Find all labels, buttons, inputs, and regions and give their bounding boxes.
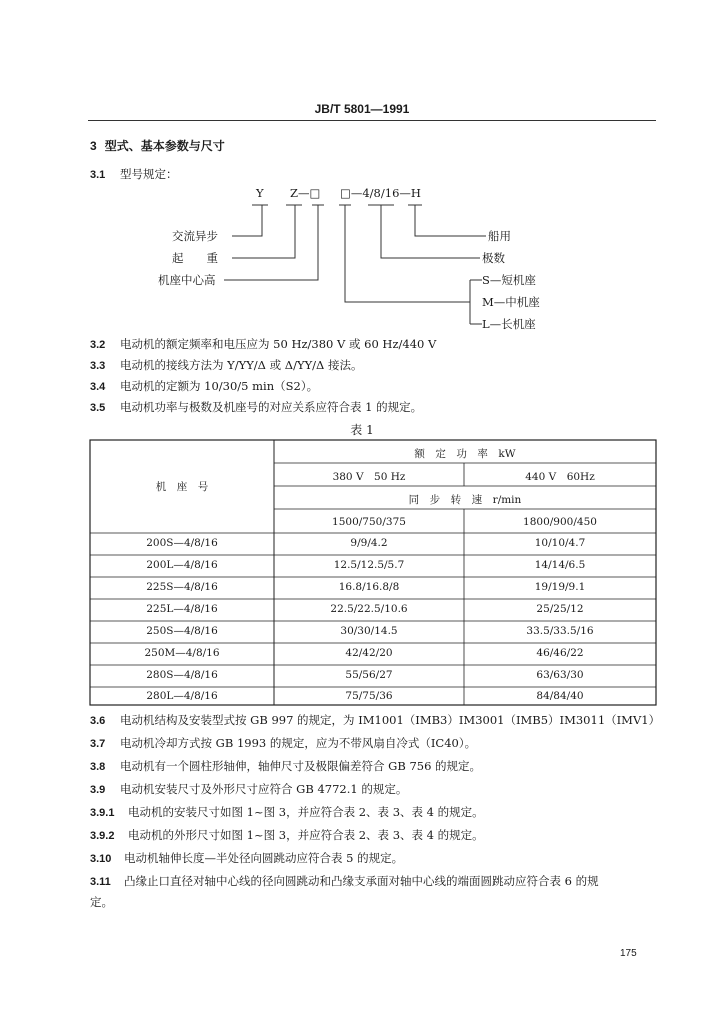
power-440-cell: 19/19/9.1 — [534, 581, 586, 593]
paragraph-number: 3.9.2 — [90, 830, 115, 842]
power-380-cell: 55/56/27 — [345, 669, 393, 681]
frame-cell: 280L—4/8/16 — [146, 690, 218, 702]
power-380-cell: 42/42/20 — [345, 647, 393, 659]
paragraph-3-11 — [90, 873, 599, 889]
header-frame: 机 座 号 — [155, 481, 209, 493]
header-speed: 同 步 转 速 r/min — [408, 494, 522, 506]
paragraph-number: 3.7 — [90, 738, 106, 750]
paragraph-number: 3.8 — [90, 761, 106, 773]
paragraph-number: 3.11 — [90, 876, 111, 888]
paragraph-number: 3.5 — [90, 402, 106, 414]
page-number: 175 — [620, 948, 637, 959]
power-380-cell: 9/9/4.2 — [350, 537, 388, 549]
power-380-cell: 30/30/14.5 — [340, 625, 398, 637]
header-380v: 380 V 50 Hz — [332, 471, 406, 483]
paragraph-text: 电动机轴伸长度—半处径向圆跳动应符合表 5 的规定。 — [124, 851, 404, 865]
label-medium-frame: M—中机座 — [482, 295, 540, 309]
paragraph-text: 电动机有一个圆柱形轴伸，轴伸尺寸及极限偏差符合 GB 756 的规定。 — [120, 759, 482, 773]
paragraph-3-6 — [90, 712, 660, 728]
power-380-cell: 12.5/12.5/5.7 — [333, 559, 405, 571]
paragraph-number: 3.4 — [90, 381, 106, 393]
label-short-frame: S—短机座 — [482, 273, 536, 287]
paragraph-text: 电动机功率与极数及机座号的对应关系应符合表 1 的规定。 — [120, 400, 423, 414]
power-380-cell: 75/75/36 — [345, 690, 393, 702]
code-y: Y — [256, 186, 264, 200]
frame-cell: 200L—4/8/16 — [146, 559, 218, 571]
paragraph-text: 电动机安装尺寸及外形尺寸应符合 GB 4772.1 的规定。 — [120, 782, 408, 796]
label-lifting: 起 重 — [172, 251, 218, 265]
frame-cell: 200S—4/8/16 — [146, 537, 218, 549]
frame-cell: 280S—4/8/16 — [146, 669, 218, 681]
label-ac-async: 交流异步 — [172, 229, 218, 243]
paragraph-number: 3.6 — [90, 715, 106, 727]
label-long-frame: L—长机座 — [482, 317, 536, 331]
power-440-cell: 14/14/6.5 — [534, 559, 586, 571]
power-440-cell: 10/10/4.7 — [534, 537, 586, 549]
frame-cell: 225S—4/8/16 — [146, 581, 218, 593]
power-380-cell: 16.8/16.8/8 — [338, 581, 400, 593]
document-header: JB/T 5801—1991 — [314, 102, 410, 116]
frame-cell: 250S—4/8/16 — [146, 625, 218, 637]
paragraph-text: 凸缘止口直径对轴中心线的径向圆跳动和凸缘支承面对轴中心线的端面圆跳动应符合表 6 的规 — [124, 874, 599, 888]
section-title: 型式、基本参数与尺寸 — [104, 139, 225, 153]
label-poles: 极数 — [482, 251, 505, 265]
power-440-cell: 46/46/22 — [536, 647, 584, 659]
speed-380v: 1500/750/375 — [332, 516, 406, 528]
paragraph-text: 型号规定： — [120, 167, 178, 181]
paragraph-3-10 — [90, 850, 403, 866]
paragraph-number: 3.9.1 — [90, 807, 115, 819]
paragraph-text: 电动机的接线方法为 Y/YY/Δ 或 Δ/YY/Δ 接法。 — [120, 358, 363, 372]
paragraph-number: 3.1 — [90, 169, 106, 181]
paragraph-text: 电动机的安装尺寸如图 1~图 3，并应符合表 2、表 3、表 4 的规定。 — [128, 805, 484, 819]
paragraph-number: 3.10 — [90, 853, 112, 865]
speed-440v: 1800/900/450 — [523, 516, 597, 528]
label-marine: 船用 — [488, 229, 511, 243]
paragraph-3-7 — [90, 735, 476, 751]
paragraph-3-8 — [90, 758, 481, 774]
paragraph-text: 电动机的外形尺寸如图 1~图 3，并应符合表 2、表 3、表 4 的规定。 — [128, 828, 484, 842]
paragraph-number: 3.9 — [90, 784, 106, 796]
paragraph-text: 电动机冷却方式按 GB 1993 的规定，应为不带风扇自冷式（IC40）。 — [120, 736, 477, 750]
code-rest: □—4/8/16—H — [340, 186, 421, 200]
section-number: 3 — [90, 139, 97, 153]
paragraph-number: 3.2 — [90, 339, 106, 351]
power-380-cell: 22.5/22.5/10.6 — [330, 603, 408, 615]
power-440-cell: 84/84/40 — [536, 690, 584, 702]
power-440-cell: 33.5/33.5/16 — [526, 625, 594, 637]
paragraph-3-11-continuation: 定。 — [90, 895, 113, 909]
paragraph-text: 电动机的额定频率和电压应为 50 Hz/380 V 或 60 Hz/440 V — [120, 337, 437, 351]
paragraph-3-9-2 — [90, 827, 484, 843]
frame-cell: 250M—4/8/16 — [144, 647, 220, 659]
paragraph-3-9-1 — [90, 804, 484, 820]
paragraph-text: 电动机的定额为 10/30/5 min（S2）。 — [120, 379, 319, 393]
paragraph-3-9 — [90, 781, 407, 797]
power-440-cell: 63/63/30 — [536, 669, 584, 681]
frame-cell: 225L—4/8/16 — [146, 603, 218, 615]
power-440-cell: 25/25/12 — [536, 603, 584, 615]
paragraph-text: 电动机结构及安装型式按 GB 997 的规定，为 IM1001（IMB3）IM3001（IMB5）IM3011（IMV1） — [120, 713, 661, 727]
table-caption: 表 1 — [350, 423, 374, 437]
header-power: 额 定 功 率 kW — [414, 448, 516, 460]
code-z: Z—□ — [290, 186, 321, 200]
paragraph-number: 3.3 — [90, 360, 106, 372]
label-frame-height: 机座中心高 — [158, 273, 216, 287]
header-440v: 440 V 60Hz — [525, 471, 595, 483]
